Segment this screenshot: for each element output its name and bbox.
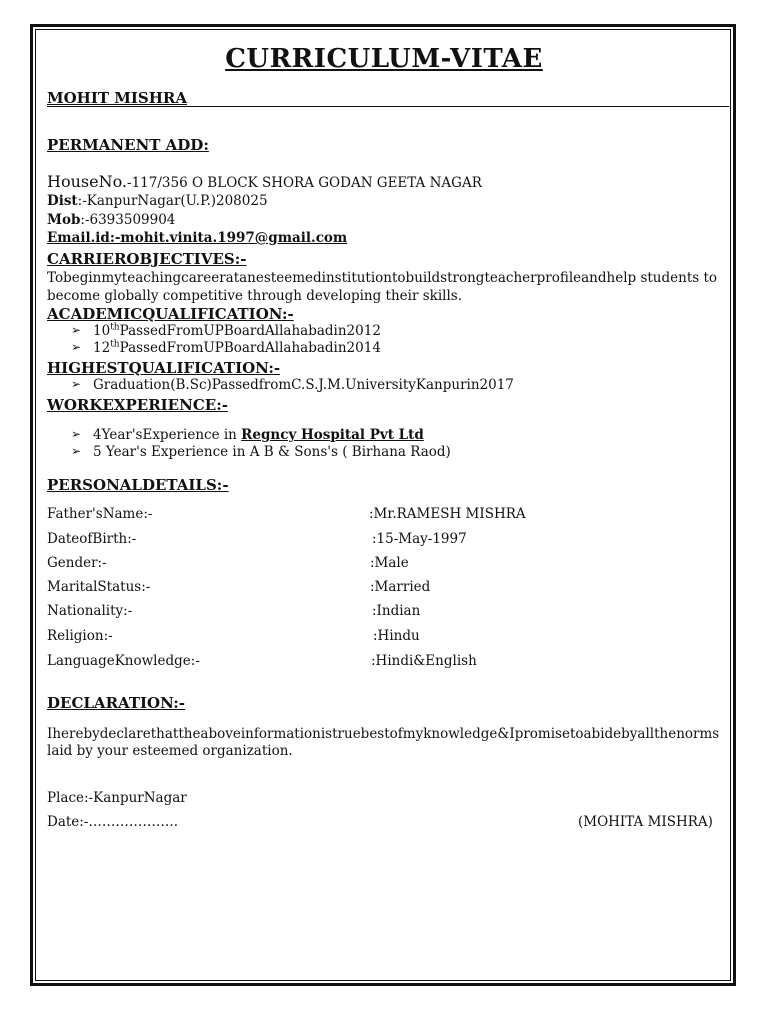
fathers-name-label: Father'sName:- <box>47 506 153 522</box>
declaration-heading: DECLARATION:- <box>47 694 186 712</box>
district-value: :-KanpurNagar(U.P.)208025 <box>77 193 268 209</box>
mobile-label: Mob <box>47 212 81 228</box>
language-knowledge-value: :Hindi&English <box>371 653 477 669</box>
date-line: Date:-……………….. <box>47 814 178 830</box>
career-objectives-heading: CARRIEROBJECTIVES:- <box>47 250 247 268</box>
highest-qualification-heading: HIGHESTQUALIFICATION:- <box>47 359 281 377</box>
marital-status-value: :Married <box>370 579 431 595</box>
fathers-name-value: :Mr.RAMESH MISHRA <box>369 506 526 522</box>
arrow-bullet-icon: ➢ <box>71 377 82 391</box>
arrow-bullet-icon: ➢ <box>71 427 82 441</box>
house-label: HouseNo. <box>47 172 128 191</box>
dob-value: :15-May-1997 <box>372 531 467 547</box>
district-line <box>47 193 268 209</box>
place-line: Place:-KanpurNagar <box>47 790 187 806</box>
permanent-address-heading: PERMANENT ADD: <box>47 136 209 154</box>
signature-name: (MOHITA MISHRA) <box>578 814 713 830</box>
dob-label: DateofBirth:- <box>47 531 137 547</box>
academic-item-suffix: th <box>110 339 120 350</box>
arrow-bullet-icon: ➢ <box>71 323 82 337</box>
academic-item-number: 10 <box>93 323 111 339</box>
personal-details-heading: PERSONALDETAILS:- <box>47 476 229 494</box>
academic-qualification-heading: ACADEMICQUALIFICATION:- <box>47 305 294 323</box>
gender-label: Gender:- <box>47 555 107 571</box>
work-item-prefix: 4Year'sExperience in <box>93 427 242 443</box>
work-company-name: Regncy Hospital Pvt Ltd <box>241 427 424 443</box>
arrow-bullet-icon: ➢ <box>71 340 82 354</box>
religion-value: :Hindu <box>373 628 420 644</box>
objective-line-2: become globally competitive through developing their skills. <box>47 288 462 304</box>
academic-item-suffix: th <box>110 322 120 333</box>
objective-line-1: Tobeginmyteachingcareeratanesteemedinstitutiontobuildstrongteacherprofileandhelp students to <box>47 270 718 286</box>
arrow-bullet-icon: ➢ <box>71 444 82 458</box>
highest-qualification-text: Graduation(B.Sc)PassedfromC.S.J.M.UniversityKanpurin2017 <box>93 377 514 393</box>
declaration-line-1: Iherebydeclarethattheaboveinformationistruebestofmyknowledge&Ipromisetoabidebyallthenorms <box>47 726 720 742</box>
language-knowledge-label: LanguageKnowledge:- <box>47 653 200 669</box>
document-title: CURRICULUM-VITAE <box>225 44 543 74</box>
religion-label: Religion:- <box>47 628 113 644</box>
house-line <box>47 172 482 191</box>
declaration-line-2: laid by your esteemed organization. <box>47 743 293 759</box>
work-item-text: 5 Year's Experience in A B & Sons's ( Birhana Raod) <box>93 444 451 460</box>
mobile-value: :-6393509904 <box>80 212 176 228</box>
house-value: -117/356 O BLOCK SHORA GODAN GEETA NAGAR <box>127 175 482 191</box>
marital-status-label: MaritalStatus:- <box>47 579 151 595</box>
mobile-line <box>47 212 175 228</box>
academic-item-number: 12 <box>93 340 111 356</box>
district-label: Dist <box>47 193 78 209</box>
name-divider <box>47 106 729 107</box>
academic-item-text: PassedFromUPBoardAllahabadin2012 <box>119 323 381 339</box>
candidate-name: MOHIT MISHRA <box>47 89 187 107</box>
email-line: Email.id:-mohit.vinita.1997@gmail.com <box>47 230 348 246</box>
gender-value: :Male <box>370 555 409 571</box>
nationality-label: Nationality:- <box>47 603 133 619</box>
nationality-value: :Indian <box>372 603 421 619</box>
academic-item-text: PassedFromUPBoardAllahabadin2014 <box>119 340 381 356</box>
work-experience-heading: WORKEXPERIENCE:- <box>47 396 228 414</box>
